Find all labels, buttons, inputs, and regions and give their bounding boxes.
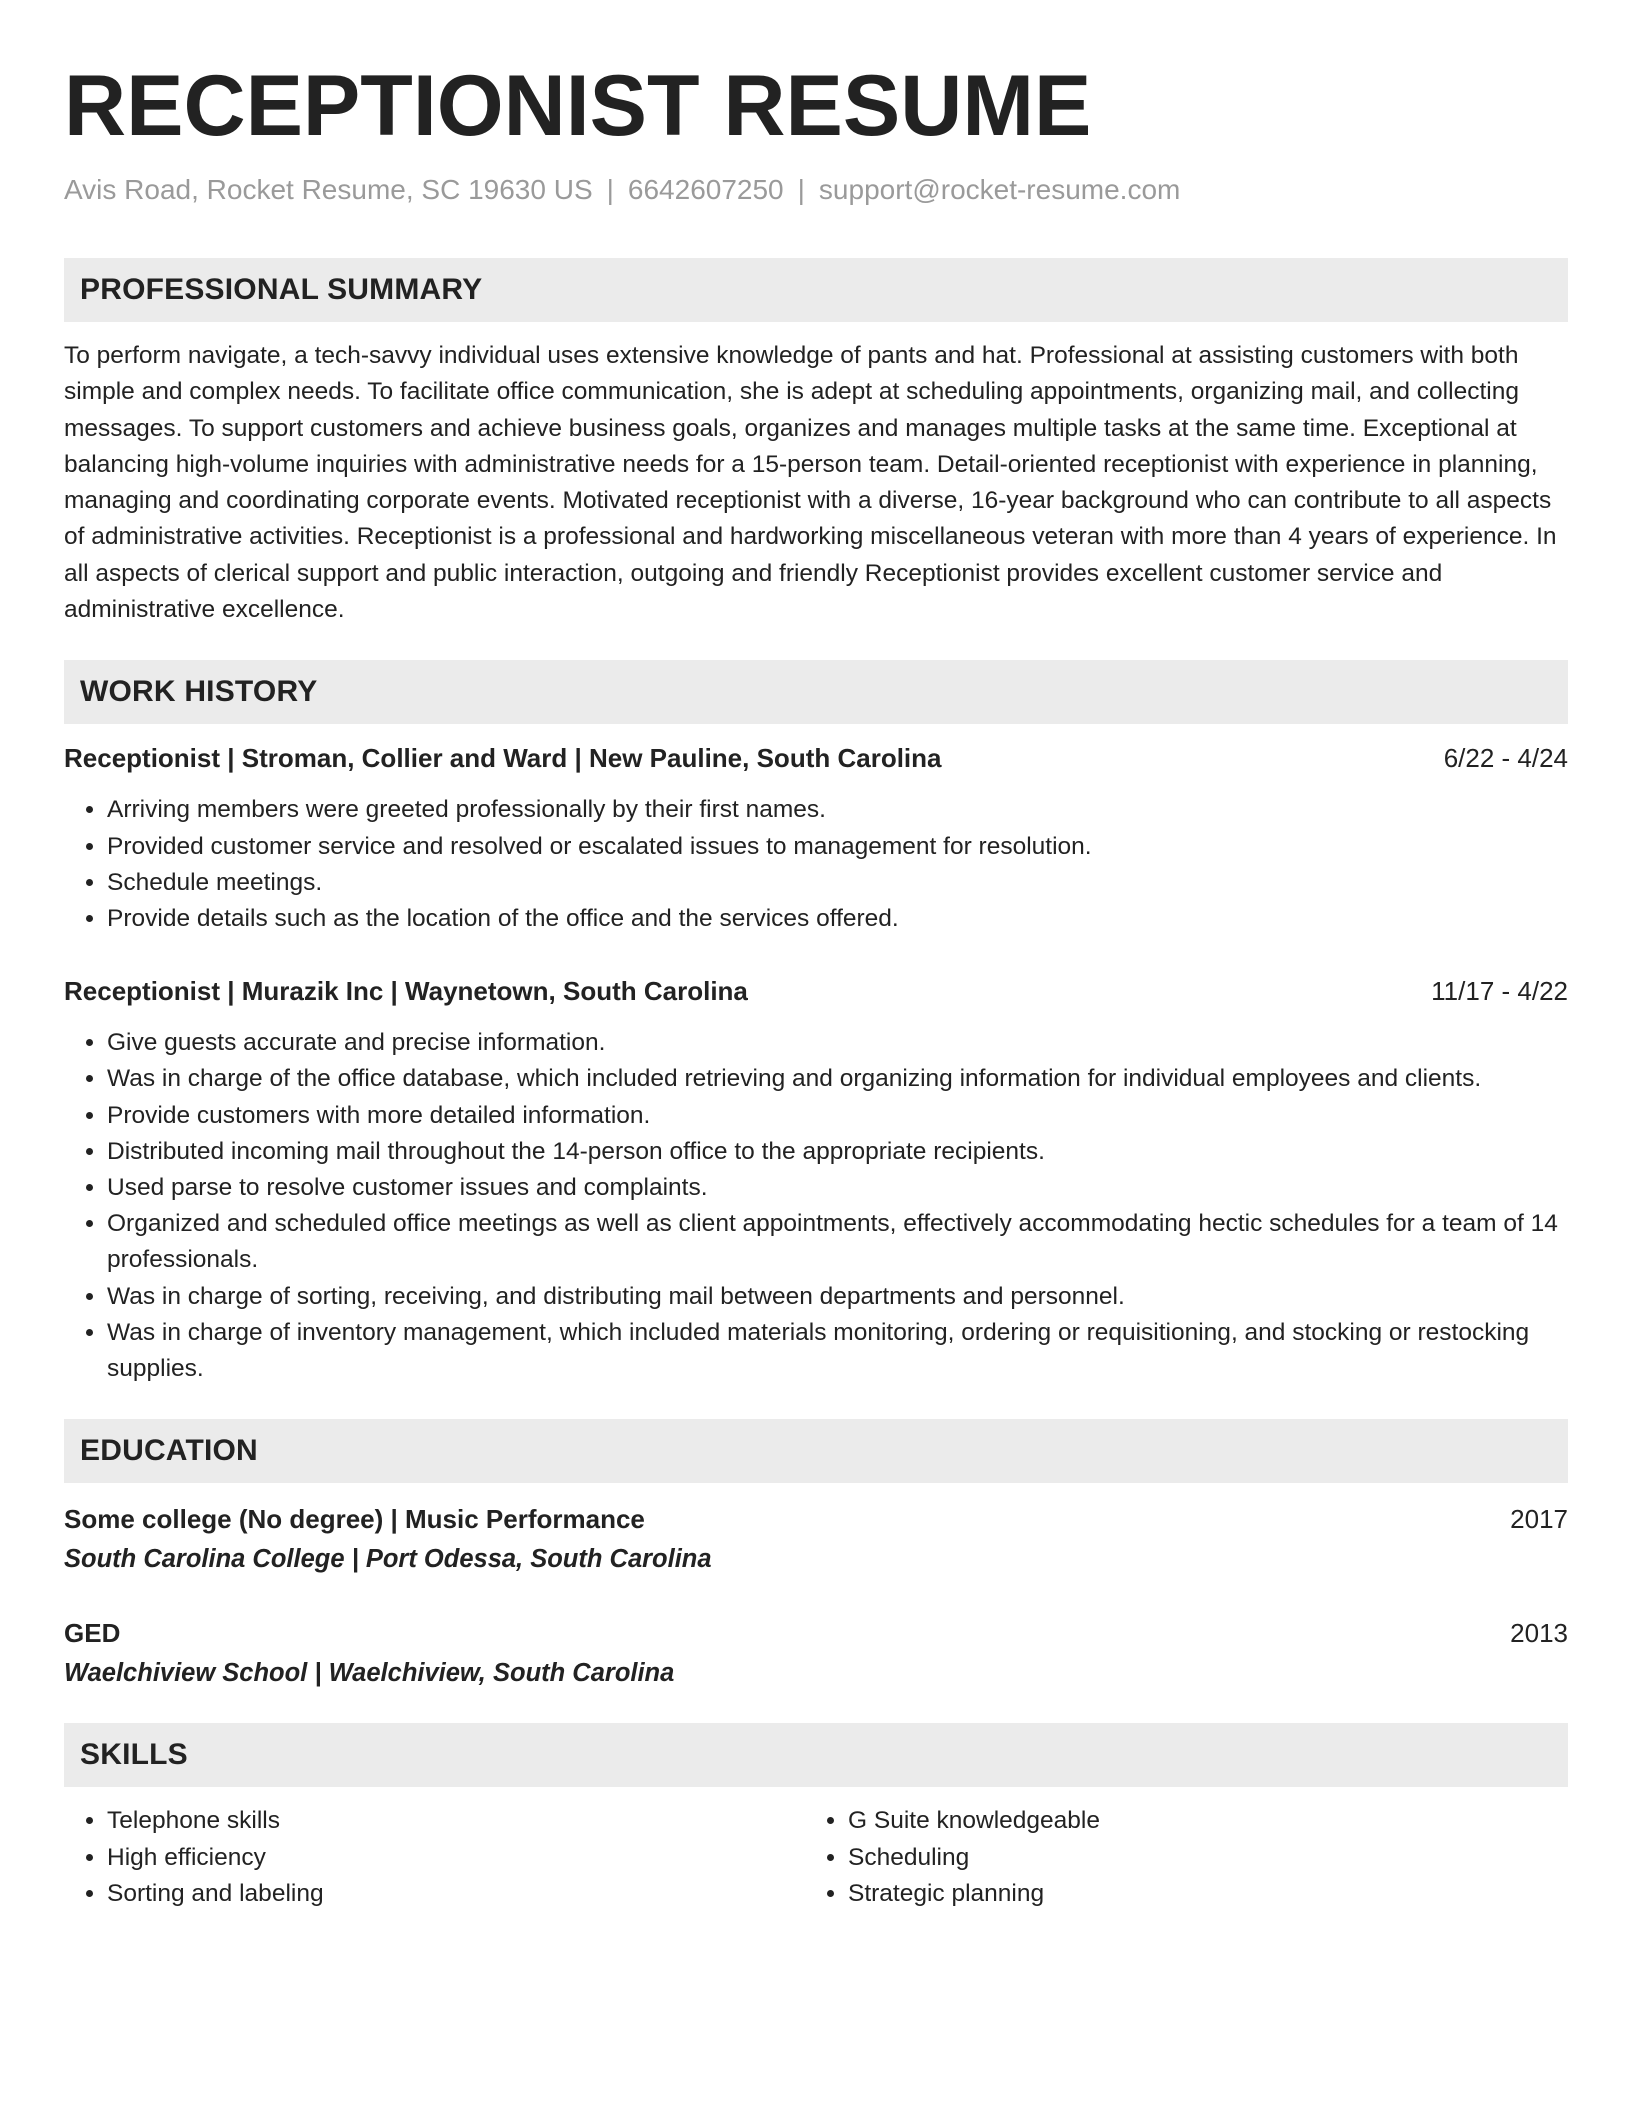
job-header [64,740,1568,776]
education-school: South Carolina College | Port Odessa, South Carolina [64,1545,712,1574]
section-header-summary: PROFESSIONAL SUMMARY [64,258,1568,322]
contact-separator: | [797,174,805,205]
education-year: 2013 [1510,1618,1568,1649]
contact-address: Avis Road, Rocket Resume, SC 19630 US [64,174,593,205]
skill-item: • G Suite knowledgeable [848,1803,1546,1840]
job-bullet: • Distributed incoming mail throughout the 14-person office to the appropriate recipients. [107,1134,1568,1170]
skills-list-right [805,1803,1546,1913]
education-year: 2017 [1510,1504,1568,1535]
job-bullet: • Schedule meetings. [107,865,1568,901]
job-title: Receptionist | Stroman, Collier and Ward | New Pauline, South Carolina [64,743,942,774]
resume-title: RECEPTIONIST RESUME [64,58,1092,154]
education-header [64,1615,1568,1651]
education-entry [64,1501,1568,1577]
summary-text: To perform navigate, a tech-savvy individual uses extensive knowledge of pants and hat. Professional at assisting customers with both simple and complex needs. To facilitate office communication, she is adept at scheduling appointments, organizing mail, and collecting messages. To support customers and achieve business goals, organizes and manages multiple tasks at the same time. Exceptional at balancing high-volume inquiries with administrative needs for a 15-person team. Detail-oriented receptionist with experience in planning, managing and coordinating corporate events. Motivated receptionist with a diverse, 16-year background who can contribute to all aspects of administrative activities. Receptionist is a professional and hardworking miscellaneous veteran with more than 4 years of experience. In all aspects of clerical support and public interaction, outgoing and friendly Receptionist provides excellent customer service and administrative excellence. [64,342,1557,624]
job-bullet: • Was in charge of inventory management, which included materials monitoring, ordering or requisitioning, and stocking or restocking supplies. [107,1315,1568,1387]
job-bullet-list [64,1025,1568,1387]
job-bullet: • Arriving members were greeted professionally by their first names. [107,792,1568,828]
job-bullet: • Give guests accurate and precise information. [107,1025,1568,1061]
education-header [64,1501,1568,1537]
job-dates: 6/22 - 4/24 [1443,743,1568,774]
education-entry [64,1615,1568,1691]
contact-line [64,172,1568,208]
skill-item: • Strategic planning [848,1876,1546,1913]
job-header [64,973,1568,1009]
contact-phone: 6642607250 [627,174,784,205]
job-bullet: • Provided customer service and resolved or escalated issues to management for resolution. [107,829,1568,865]
section-header-work-history: WORK HISTORY [64,660,1568,724]
job-bullet: • Was in charge of the office database, which included retrieving and organizing information for individual employees and clients. [107,1061,1568,1097]
skill-item: • High efficiency [107,1840,805,1877]
job-bullet: • Was in charge of sorting, receiving, and distributing mail between departments and personnel. [107,1279,1568,1315]
skill-item: • Sorting and labeling [107,1876,805,1913]
job-entry [64,740,1568,937]
job-title: Receptionist | Murazik Inc | Waynetown, South Carolina [64,976,748,1007]
job-bullet: • Provide customers with more detailed information. [107,1098,1568,1134]
skills-list-left [64,1803,805,1913]
job-dates: 11/17 - 4/22 [1431,976,1568,1007]
education-degree: Some college (No degree) | Music Performance [64,1504,645,1535]
education-school: Waelchiview School | Waelchiview, South Carolina [64,1659,675,1688]
section-header-education: EDUCATION [64,1419,1568,1483]
job-bullet: • Provide details such as the location of the office and the services offered. [107,901,1568,937]
contact-email: support@rocket-resume.com [818,174,1181,205]
job-bullet: • Used parse to resolve customer issues and complaints. [107,1170,1568,1206]
contact-separator: | [606,174,614,205]
skill-item: • Telephone skills [107,1803,805,1840]
job-entry [64,973,1568,1387]
skills-grid [64,1803,1568,1913]
job-bullet-list [64,792,1568,937]
job-bullet: • Organized and scheduled office meetings as well as client appointments, effectively accommodating hectic schedules for a team of 14 professionals. [107,1206,1568,1278]
section-header-skills: SKILLS [64,1723,1568,1787]
skill-item: • Scheduling [848,1840,1546,1877]
education-degree: GED [64,1618,121,1649]
